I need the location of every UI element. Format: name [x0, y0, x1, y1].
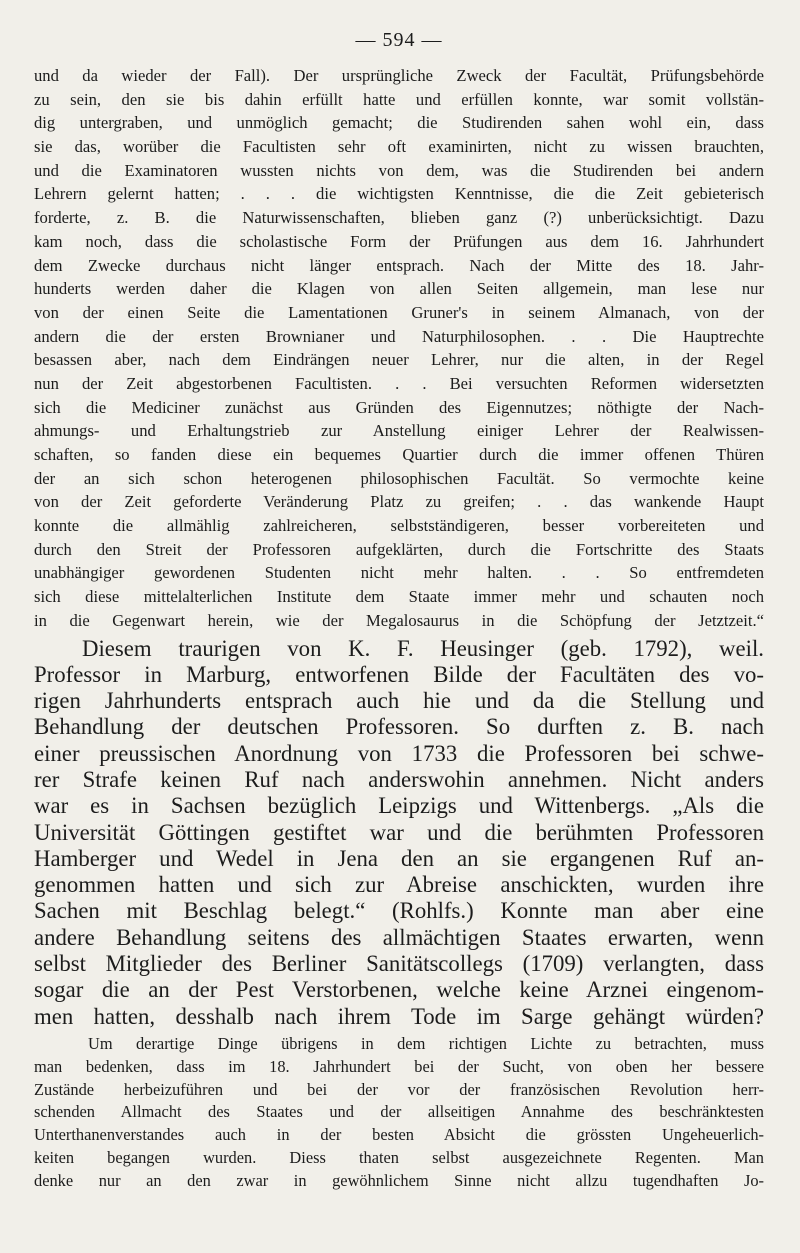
text-line: Zustände herbeizuführen und bei der vor der französischen Revolution herr- [34, 1079, 764, 1099]
page-number: — 594 — [355, 29, 443, 51]
text-line: kam noch, dass die scholastische Form der Prüfungen aus dem 16. Jahrhundert [34, 231, 764, 251]
text-line: und die Examinatoren wussten nichts von dem, was die Studirenden bei andern [34, 160, 764, 180]
text-line: schaften, so fanden diese ein bequemes Quartier durch die immer offenen Thüren [34, 445, 764, 464]
text-line: forderte, z. B. die Naturwissenschaften, blieben ganz (?) unberücksichtigt. Dazu [34, 208, 764, 228]
text-line: unabhängiger gewordenen Studenten nicht mehr halten. . . So entfremdeten [34, 563, 764, 583]
text-line: genommen hatten und sich zur Abreise anschickten, wurden ihre [34, 872, 764, 898]
text-line: man bedenken, dass im 18. Jahrhundert bei der Sucht, von oben her bessere [34, 1056, 764, 1076]
text-line: Hamberger und Wedel in Jena den an sie ergangenen Ruf an- [34, 845, 764, 871]
text-line: sogar die an der Pest Verstorbenen, welche keine Arznei eingenom- [34, 977, 764, 1003]
text-line: Sachen mit Beschlag belegt.“ (Rohlfs.) Konnte man aber eine [34, 898, 764, 924]
text-line: Lehrern gelernt hatten; . . . die wichtigsten Kenntnisse, die die Zeit gebieterisch [34, 184, 764, 204]
main-paragraph [34, 636, 764, 1030]
text-line: sich diese mittelalterlichen Institute dem Staate immer mehr und schauten noch [34, 587, 764, 607]
text-line: Unterthanenverstandes auch in der besten Absicht die grössten Ungeheuerlich- [34, 1125, 764, 1145]
text-line: von der Zeit geforderte Veränderung Platz zu greifen; . . das wankende Haupt [34, 492, 764, 512]
text-line: schenden Allmacht des Staates und der allseitigen Annahme des beschränktesten [34, 1102, 764, 1122]
text-line: Professor in Marburg, entworfenen Bilde der Facultäten des vo- [34, 661, 764, 687]
note-paragraph [34, 1033, 764, 1193]
text-line: andern die der ersten Brownianer und Naturphilosophen. . . Die Hauptrechte [34, 326, 764, 346]
text-line: der an sich schon heterogenen philosophischen Facultät. So vermochte keine [34, 468, 764, 488]
text-line: dig untergraben, und unmöglich gemacht; die Studirenden sahen wohl ein, dass [34, 113, 764, 133]
text-line: zu sein, den sie bis dahin erfüllt hatte und erfüllen konnte, war somit vollstän- [34, 89, 764, 109]
text-line: in die Gegenwart herein, wie der Megalosaurus in die Schöpfung der Jetztzeit.“ [34, 610, 764, 630]
text-line: andere Behandlung seitens des allmächtigen Staates erwarten, wenn [34, 924, 764, 950]
text-line: ahmungs- und Erhaltungstrieb zur Anstellung einiger Lehrer der Realwissen- [34, 421, 764, 441]
text-line: denke nur an den zwar in gewöhnlichem Sinne nicht allzu tugendhaften Jo- [34, 1170, 764, 1190]
text-line: men hatten, desshalb nach ihrem Tode im Sarge gehängt würden? [34, 1003, 764, 1029]
text-line: von der einen Seite die Lamentationen Gruner's in seinem Almanach, von der [34, 302, 764, 322]
text-line: selbst Mitglieder des Berliner Sanitätscollegs (1709) verlangten, dass [34, 951, 764, 977]
text-line: durch den Streit der Professoren aufgeklärten, durch die Fortschritte des Staats [34, 539, 764, 559]
text-line: sich die Mediciner zunächst aus Gründen des Eigennutzes; nöthigte der Nach- [34, 397, 764, 417]
text-line: sie das, worüber die Facultisten sehr oft examinirten, nicht zu wissen brauchten, [34, 137, 764, 157]
quoted-passage [34, 64, 764, 633]
text-line: war es in Sachsen bezüglich Leipzigs und Wittenbergs. „Als die [34, 793, 764, 819]
text-line: nun der Zeit abgestorbenen Facultisten. . . Bei versuchten Reformen widersetzten [34, 373, 764, 393]
text-line: konnte die allmählig zahlreicheren, selbstständigeren, besser vorbereiteten und [34, 516, 764, 536]
text-line: rer Strafe keinen Ruf nach anderswohin annehmen. Nicht anders [34, 766, 764, 792]
text-line: dem Zwecke durchaus nicht länger entsprach. Nach der Mitte des 18. Jahr- [34, 255, 764, 275]
text-line: einer preussischen Anordnung von 1733 die Professoren bei schwe- [34, 740, 764, 766]
text-line: und da wieder der Fall). Der ursprüngliche Zweck der Facultät, Prüfungsbehörde [34, 66, 764, 85]
text-line: hunderts werden daher die Klagen von allen Seiten allgemein, man lese nur [34, 279, 764, 299]
text-line: Universität Göttingen gestiftet war und die berühmten Professoren [34, 819, 764, 845]
text-line: Diesem traurigen von K. F. Heusinger (geb. 1792), weil. [82, 635, 764, 661]
text-line: rigen Jahrhunderts entsprach auch hie und da die Stellung und [34, 688, 764, 714]
text-line: Behandlung der deutschen Professoren. So durften z. B. nach [34, 714, 764, 740]
text-line: keiten begangen wurden. Diess thaten selbst ausgezeichnete Regenten. Man [34, 1147, 764, 1167]
text-line: besassen aber, nach dem Eindrängen neuer Lehrer, nur die alten, in der Regel [34, 350, 764, 370]
text-line: Um derartige Dinge übrigens in dem richtigen Lichte zu betrachten, muss [88, 1033, 764, 1053]
